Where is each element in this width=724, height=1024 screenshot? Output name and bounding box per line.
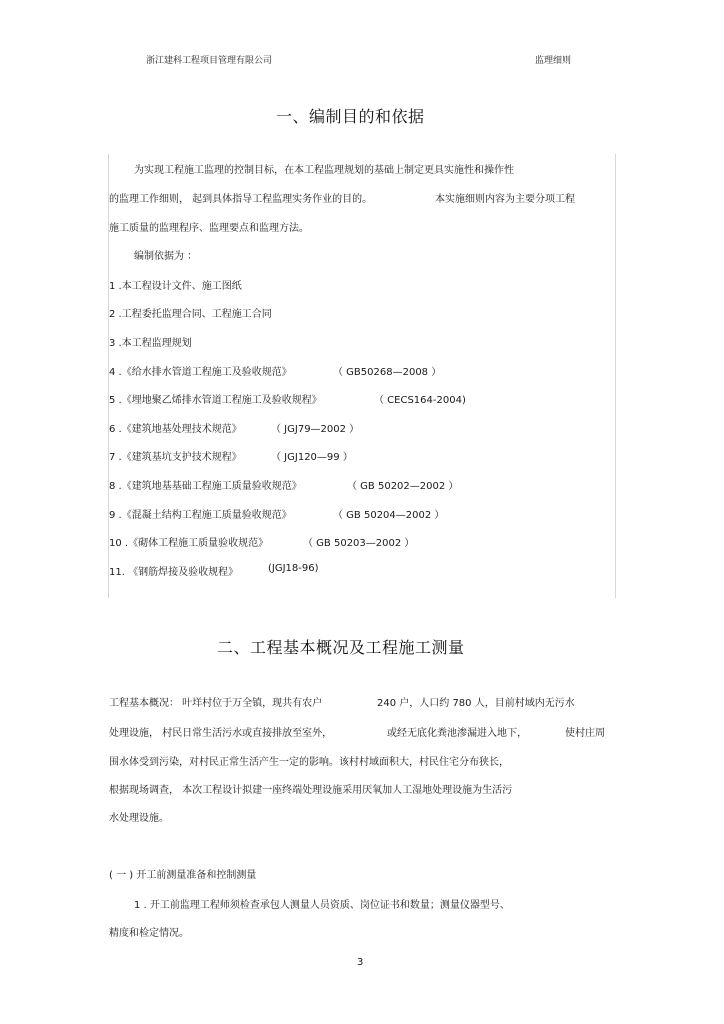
overview-line-3: 围水体受到污染，对村民正常生活产生一定的影响。该村村域面积大，村民住宅分布狭长， [109,757,509,768]
basis-code-6: （ JGJ79—2002 ） [271,424,360,435]
intro-line-3: 施工质量的监理程序、监理要点和监理方法。 [109,223,309,234]
basis-num: 7 . [109,452,122,463]
section1-title: 一、编制目的和依据 [276,107,425,126]
overview-line-1a: 工程基本概况： 叶垟村位于万全镇，现共有农户 [109,698,323,709]
basis-item-2 [109,305,272,320]
basis-num: 2 . [109,309,122,320]
overview-line-2b: 或经无底化粪池渗漏进入地下， [387,728,527,739]
basis-item-7 [109,448,242,463]
basis-item-6 [109,420,242,435]
basis-code-8: （ GB 50202—2002 ） [347,481,459,492]
overview-line-5: 水处理设施。 [109,813,169,824]
basis-text: 《建筑地基基础工程施工质量验收规范》 [121,481,302,492]
basis-num: 5 . [109,395,122,406]
overview-line-2a: 处理设施， 村民日常生活污水或直接排放至室外， [109,728,333,739]
basis-num: 3 . [109,338,122,349]
basis-text: 《钢筋焊接及验收规程》 [128,567,239,578]
basis-text: 工程委托监理合同、工程施工合同 [121,309,272,320]
header-company: 浙江建科工程项目管理有限公司 [146,56,273,66]
intro-line-1: 为实现工程施工监理的控制目标，在本工程监理规划的基础上制定更具实施性和操作性 [134,165,514,176]
basis-code-5: （ CECS164-2004) [374,395,466,406]
item1-line-1: 1 . 开工前监理工程师须检查承包人测量人员资质、岗位证书和数量；测量仪器型号、 [134,900,510,911]
basis-text: 《建筑基坑支护技术规程》 [121,452,242,463]
basis-item-8 [109,477,302,492]
basis-num: 4 . [109,367,122,378]
overview-line-1b: 240 户，人口约 780 人，目前村域内无污水 [377,698,575,709]
basis-text: 《给水排水管道工程施工及验收规范》 [121,367,292,378]
basis-num: 11. [109,567,125,578]
basis-item-1 [109,277,242,292]
basis-num: 1 . [109,281,122,292]
basis-text: 《建筑地基处理技术规范》 [121,424,242,435]
basis-label: 编制依据为 ： [134,251,198,262]
header-doc-type: 监理细则 [535,56,572,66]
basis-item-9 [109,506,292,521]
basis-item-5 [109,391,322,406]
overview-line-4: 根据现场调查， 本次工程设计拟建一座终端处理设施采用厌氧加人工湿地处理设施为生活污 [109,785,513,796]
section2-title: 二、工程基本概况及工程施工测量 [217,638,465,657]
basis-num: 9 . [109,510,122,521]
basis-code-4: （ GB50268—2008 ） [333,367,442,378]
basis-item-4 [109,363,292,378]
basis-code-9: （ GB 50204—2002 ） [333,510,445,521]
basis-text: 《埋地聚乙烯排水管道工程施工及验收规程》 [121,395,322,406]
basis-code-7: （ JGJ120—99 ） [271,452,353,463]
basis-code-11: (JGJ18-96) [268,563,319,574]
item1-line-2: 精度和检定情况。 [109,928,189,939]
basis-code-10: （ GB 50203—2002 ） [303,538,415,549]
basis-text: 本工程监理规划 [121,338,192,349]
basis-item-3 [109,334,192,349]
basis-num: 6 . [109,424,122,435]
intro-line-2: 的监理工作细则， 起到具体指导工程监理实务作业的目的。 [109,194,373,205]
page-number: 3 [357,957,364,968]
basis-item-10 [109,534,268,549]
basis-text: 《砌体工程施工质量验收规范》 [128,538,269,549]
basis-num: 8 . [109,481,122,492]
intro-line-2b: 本实施细则内容为主要分项工程 [435,194,575,205]
basis-item-11 [109,563,238,578]
basis-text: 《混凝土结构工程施工质量验收规范》 [121,510,292,521]
overview-line-2c: 使村庄周 [565,728,605,739]
basis-text: 本工程设计文件、施工图纸 [121,281,242,292]
basis-num: 10 . [109,538,129,549]
subsection-title: ( 一 ) 开工前测量准备和控制测量 [109,870,257,881]
